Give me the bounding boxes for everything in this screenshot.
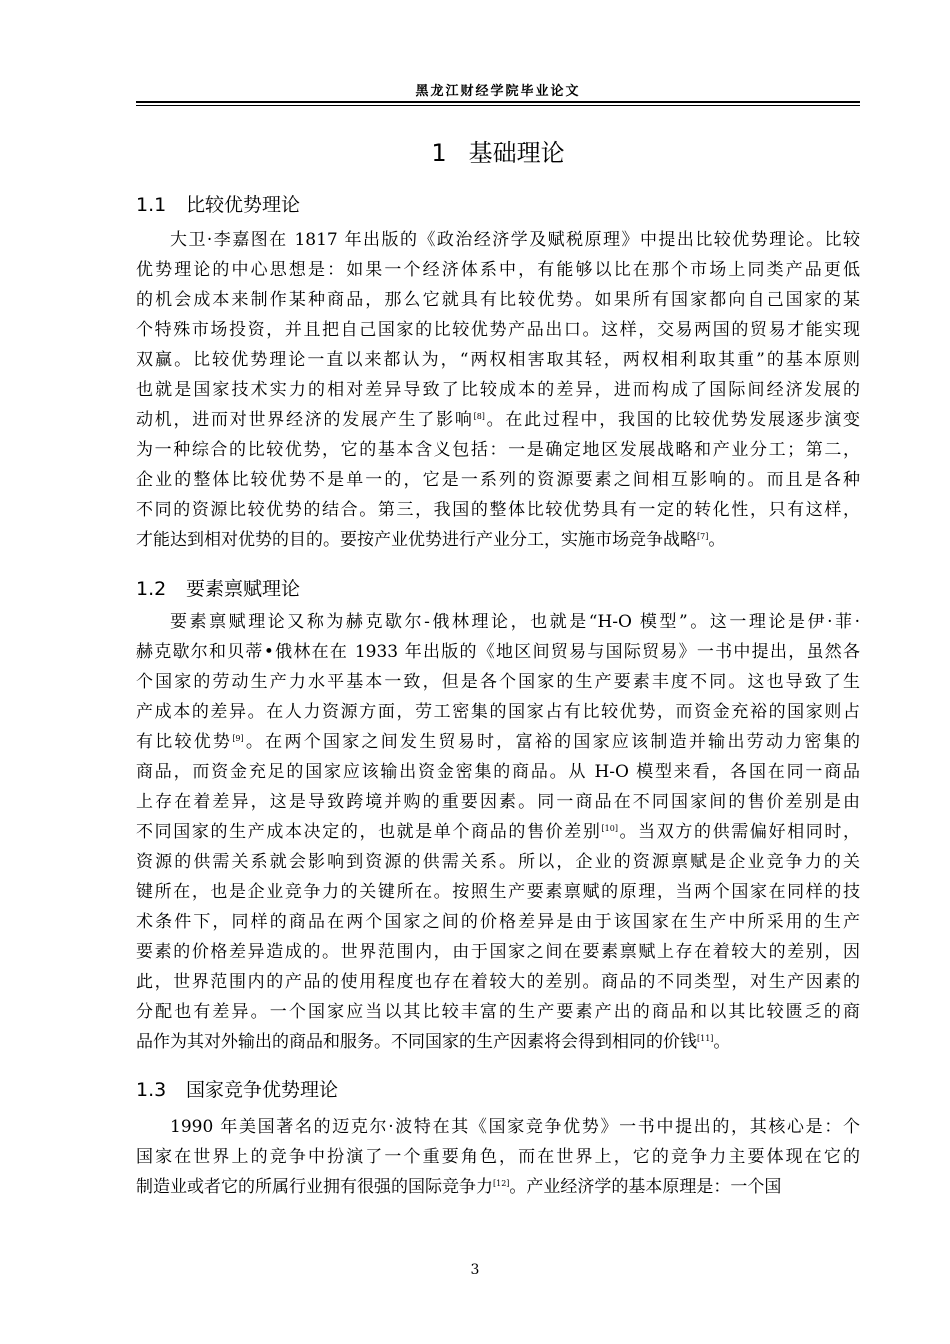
chapter-title-text: 基础理论 (468, 139, 565, 167)
paragraph-line: 双赢。比较优势理论一直以来都认为，“两权相害取其轻，两权相利取其重”的基本原则 (136, 350, 860, 370)
paragraph-1-2 (136, 607, 860, 1057)
paragraph-line: 要素禀赋理论又称为赫克歇尔-俄林理论，也就是“H-O 模型”。这一理论是伊·菲· (170, 612, 860, 632)
section-heading-1-2 (136, 574, 860, 601)
section-heading-1-3 (136, 1075, 860, 1102)
paragraph-line: 有比较优势[9]。在两个国家之间发生贸易时，富裕的国家应该制造并输出劳动力密集的 (136, 732, 861, 752)
paragraph-line: 国家在世界上的竞争中扮演了一个重要角色，而在世界上，它的竞争力主要体现在它的 (136, 1147, 860, 1167)
paragraph-line: 优势理论的中心思想是：如果一个经济体系中，有能够以比在那个市场上同类产品更低 (136, 260, 860, 280)
paragraph-line: 也就是国家技术实力的相对差异导致了比较成本的差异，进而构成了国际间经济发展的 (136, 380, 860, 400)
paragraph-line: 大卫·李嘉图在 1817 年出版的《政治经济学及赋税原理》中提出比较优势理论。比较 (170, 230, 860, 250)
paragraph-line: 才能达到相对优势的目的。要按产业优势进行产业分工，实施市场竞争战略[7]。 (136, 530, 726, 550)
paragraph-line: 个国家的劳动生产力水平基本一致，但是各个国家的生产要素丰度不同。这也导致了生 (136, 672, 860, 692)
paragraph-line: 商品，而资金充足的国家应该输出资金密集的商品。从 H-O 模型来看，各国在同一商品 (136, 762, 860, 782)
header-rule-thick (136, 101, 860, 103)
section-title: 国家竞争优势理论 (186, 1079, 339, 1101)
paragraph-line: 要素的价格差异造成的。世界范围内，由于国家之间在要素禀赋上存在着较大的差别，因 (136, 942, 860, 962)
paragraph-line: 上存在着差异，这是导致跨境并购的重要因素。同一商品在不同国家间的售价差别是由 (136, 792, 860, 812)
paragraph-line: 个特殊市场投资，并且把自己国家的比较优势产品出口。这样，交易两国的贸易才能实现 (136, 320, 860, 340)
page-number: 3 (470, 1262, 480, 1278)
paragraph-line: 不同国家的生产成本决定的，也就是单个商品的售价差别[10]。当双方的供需偏好相同时， (136, 822, 861, 842)
paragraph-line: 不同的资源比较优势的结合。第三，我国的整体比较优势具有一定的转化性，只有这样， (136, 500, 860, 520)
citation-marker: [10] (601, 824, 618, 833)
citation-marker: [7] (697, 532, 709, 541)
section-heading-1-1 (136, 190, 860, 217)
paragraph-line: 此，世界范围内的产品的使用程度也存在着较大的差别。商品的不同类型，对生产因素的 (136, 972, 860, 992)
paragraph-line: 产成本的差异。在人力资源方面，劳工密集的国家占有比较优势，而资金充裕的国家则占 (136, 702, 860, 722)
paragraph-line: 1990 年美国著名的迈克尔·波特在其《国家竞争优势》一书中提出的，其核心是：个 (170, 1117, 860, 1137)
running-header: 黑龙江财经学院毕业论文 (415, 84, 581, 99)
paragraph-line: 赫克歇尔和贝蒂•俄林在在 1933 年出版的《地区间贸易与国际贸易》一书中提出，虽然各 (136, 642, 860, 662)
paragraph-line: 制造业或者它的所属行业拥有很强的国际竞争力[12]。产业经济学的基本原理是：一个国 (136, 1177, 782, 1197)
paragraph-line: 企业的整体比较优势不是单一的，它是一系列的资源要素之间相互影响的。而且是各种 (136, 470, 860, 490)
citation-marker: [8] (473, 412, 485, 421)
section-number: 1.1 (136, 194, 167, 216)
paragraph-line: 键所在，也是企业竞争力的关键所在。按照生产要素禀赋的原理，当两个国家在同样的技 (136, 882, 860, 902)
section-number: 1.3 (136, 1079, 167, 1101)
citation-marker: [9] (232, 734, 244, 743)
header-rule-thin (136, 105, 860, 106)
paragraph-line: 的机会成本来制作某种商品，那么它就具有比较优势。如果所有国家都向自己国家的某 (136, 290, 860, 310)
paragraph-line: 术条件下，同样的商品在两个国家之间的价格差异是由于该国家在生产中所采用的生产 (136, 912, 860, 932)
paragraph-line: 资源的供需关系就会影响到资源的供需关系。所以，企业的资源禀赋是企业竞争力的关 (136, 852, 860, 872)
section-title: 比较优势理论 (186, 194, 301, 216)
paragraph-1-3 (136, 1112, 860, 1202)
paragraph-line: 品作为其对外输出的商品和服务。不同国家的生产因素将会得到相同的价钱[11]。 (136, 1032, 731, 1052)
section-number: 1.2 (136, 578, 167, 600)
chapter-number: 1 (431, 139, 447, 167)
paragraph-line: 分配也有差异。一个国家应当以其比较丰富的生产要素产出的商品和以其比较匮乏的商 (136, 1002, 860, 1022)
citation-marker: [12] (493, 1179, 510, 1188)
paragraph-line: 为一种综合的比较优势，它的基本含义包括：一是确定地区发展战略和产业分工；第二， (136, 440, 860, 460)
chapter-title (136, 133, 860, 168)
section-title: 要素禀赋理论 (186, 578, 301, 600)
paragraph-line: 动机，进而对世界经济的发展产生了影响[8]。在此过程中，我国的比较优势发展逐步演变 (136, 410, 861, 430)
citation-marker: [11] (697, 1034, 714, 1043)
paragraph-1-1 (136, 225, 860, 555)
